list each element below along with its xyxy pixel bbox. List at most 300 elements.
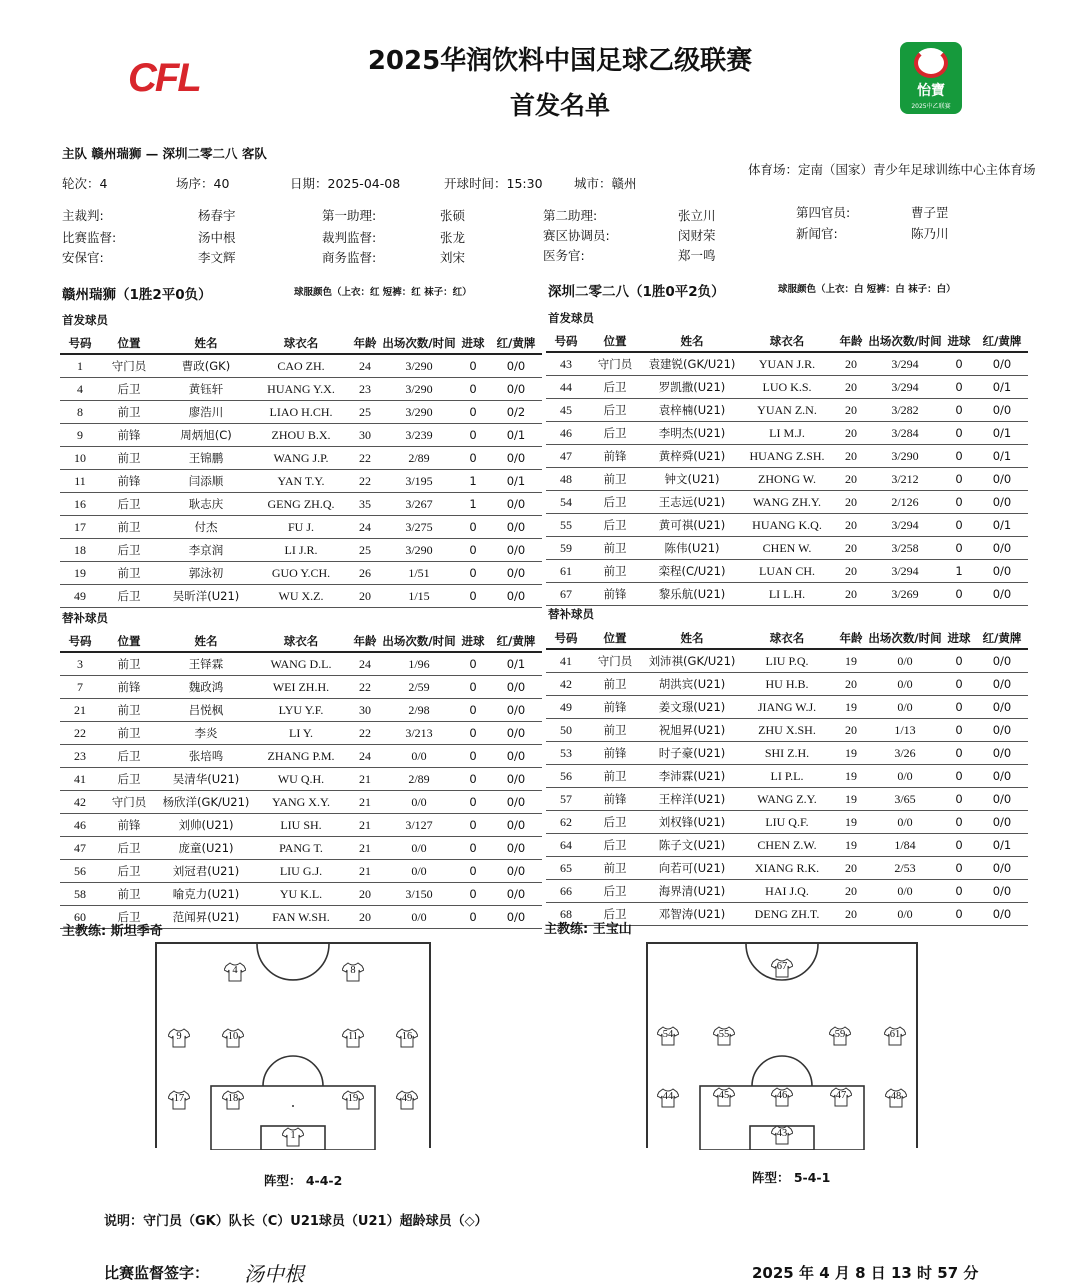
table-cell: 20 xyxy=(834,514,868,537)
table-cell: 0/0 xyxy=(976,696,1028,719)
table-cell: 2/89 xyxy=(382,447,456,470)
table-cell: 0/0 xyxy=(976,880,1028,903)
table-cell: 0/0 xyxy=(976,903,1028,926)
table-cell: 0 xyxy=(456,676,490,699)
jersey-number: 4 xyxy=(232,965,238,976)
table-cell: 后卫 xyxy=(586,903,644,926)
table-cell: LIU Q.F. xyxy=(740,811,834,834)
table-cell: 前卫 xyxy=(100,447,158,470)
jersey-icon xyxy=(282,1127,304,1147)
table-cell: 黄钰轩 xyxy=(158,378,254,401)
table-cell: 前卫 xyxy=(586,857,644,880)
column-header: 红/黄牌 xyxy=(982,630,1022,645)
table-cell: LIU P.Q. xyxy=(740,649,834,673)
table-row xyxy=(60,562,542,585)
jersey-icon xyxy=(168,1090,190,1110)
table-cell: 0 xyxy=(456,745,490,768)
city: 城市：赣州 xyxy=(574,176,637,191)
table-cell: 0/0 xyxy=(868,903,942,926)
table-cell: 前锋 xyxy=(586,696,644,719)
table-cell: 后卫 xyxy=(586,491,644,514)
table-cell: 后卫 xyxy=(586,422,644,445)
table-cell: 9 xyxy=(60,424,100,447)
table-cell: 22 xyxy=(348,470,382,493)
table-row xyxy=(60,768,542,791)
table-cell: 前锋 xyxy=(586,788,644,811)
column-header: 出场次数/时间 xyxy=(868,630,942,645)
column-header: 位置 xyxy=(603,333,627,348)
table-cell: 黎乐航(U21) xyxy=(644,583,740,606)
table-cell: 0 xyxy=(942,583,976,606)
table-cell: 0/0 xyxy=(868,673,942,696)
table-cell: 3/239 xyxy=(382,424,456,447)
table-cell: LIAO H.CH. xyxy=(254,401,348,424)
table-cell: 3/294 xyxy=(868,352,942,376)
table-cell: 前卫 xyxy=(586,719,644,742)
table-cell: LI P.L. xyxy=(740,765,834,788)
table-cell: YUAN Z.N. xyxy=(740,399,834,422)
table-cell: 0/0 xyxy=(490,745,542,768)
table-cell: 20 xyxy=(834,719,868,742)
table-cell: 47 xyxy=(60,837,100,860)
table-cell: 24 xyxy=(348,354,382,378)
table-cell: 20 xyxy=(834,903,868,926)
table-cell: 3/267 xyxy=(382,493,456,516)
table-cell: 7 xyxy=(60,676,100,699)
table-cell: 0 xyxy=(456,814,490,837)
table-cell: 0 xyxy=(456,354,490,378)
table-row xyxy=(546,673,1028,696)
column-header: 出场次数/时间 xyxy=(382,335,456,350)
table-row xyxy=(60,493,542,516)
table-cell: 0/1 xyxy=(490,470,542,493)
table-cell: 48 xyxy=(546,468,586,491)
table-cell: 20 xyxy=(834,583,868,606)
column-header: 年龄 xyxy=(353,335,377,350)
table-cell: 20 xyxy=(834,560,868,583)
jersey-number: 49 xyxy=(401,1093,413,1104)
table-row xyxy=(546,765,1028,788)
table-cell: 0/0 xyxy=(490,676,542,699)
jersey-icon xyxy=(771,958,793,978)
table-row xyxy=(546,719,1028,742)
table-cell: WEI ZH.H. xyxy=(254,676,348,699)
table-row xyxy=(546,857,1028,880)
table-row xyxy=(546,422,1028,445)
table-cell: 24 xyxy=(348,516,382,539)
jersey-number: 61 xyxy=(889,1029,901,1040)
table-cell: 19 xyxy=(60,562,100,585)
table-cell: 3/294 xyxy=(868,560,942,583)
table-cell: 0/0 xyxy=(490,562,542,585)
table-cell: 0/0 xyxy=(868,696,942,719)
official-value: 杨春宇 xyxy=(198,208,236,223)
table-cell: ZHU X.SH. xyxy=(740,719,834,742)
table-cell: 前卫 xyxy=(586,537,644,560)
table-cell: 0 xyxy=(456,791,490,814)
table-row xyxy=(60,401,542,424)
table-row xyxy=(546,742,1028,765)
table-cell: 后卫 xyxy=(586,376,644,399)
jersey-icon xyxy=(342,1028,364,1048)
table-cell: 1/96 xyxy=(382,652,456,676)
home-subs-table xyxy=(60,630,542,929)
table-cell: 向若可(U21) xyxy=(644,857,740,880)
table-cell: 3/127 xyxy=(382,814,456,837)
column-header: 红/黄牌 xyxy=(496,633,536,648)
table-cell: 0/0 xyxy=(382,745,456,768)
official-label: 医务官: xyxy=(543,248,585,263)
table-row xyxy=(546,788,1028,811)
jersey-icon xyxy=(713,1087,735,1107)
table-cell: 19 xyxy=(834,811,868,834)
table-row xyxy=(60,699,542,722)
table-cell: JIANG W.J. xyxy=(740,696,834,719)
table-cell: 0/0 xyxy=(490,354,542,378)
table-cell: 后卫 xyxy=(100,493,158,516)
table-cell: 21 xyxy=(348,791,382,814)
table-cell: LIU G.J. xyxy=(254,860,348,883)
match-date: 日期：2025-04-08 xyxy=(290,176,401,191)
away-team-name: 深圳二零二八（1胜0平2负） xyxy=(548,284,725,300)
table-row xyxy=(60,791,542,814)
table-cell: 55 xyxy=(546,514,586,537)
table-cell: 21 xyxy=(60,699,100,722)
table-cell: 0 xyxy=(942,491,976,514)
table-cell: 3/294 xyxy=(868,514,942,537)
table-cell: 前锋 xyxy=(100,470,158,493)
table-cell: 0/0 xyxy=(490,585,542,608)
table-row xyxy=(546,583,1028,606)
table-cell: 0 xyxy=(942,903,976,926)
column-header: 球衣名 xyxy=(283,633,319,648)
table-cell: 魏政鸿 xyxy=(158,676,254,699)
table-cell: 0 xyxy=(456,424,490,447)
away-starters-table xyxy=(546,330,1028,606)
official-label: 比赛监督: xyxy=(62,230,117,245)
table-cell: 刘帅(U21) xyxy=(158,814,254,837)
table-cell: 0 xyxy=(942,352,976,376)
jersey-icon xyxy=(771,1125,793,1145)
table-cell: 后卫 xyxy=(586,514,644,537)
column-header: 红/黄牌 xyxy=(982,333,1022,348)
table-cell: 0/0 xyxy=(976,673,1028,696)
table-cell: 0/2 xyxy=(490,401,542,424)
jersey-icon xyxy=(224,962,246,982)
table-cell: 0 xyxy=(456,539,490,562)
table-cell: 0/0 xyxy=(490,768,542,791)
table-cell: 0/0 xyxy=(382,791,456,814)
away-starters-label: 首发球员 xyxy=(548,311,594,325)
table-cell: 0/0 xyxy=(976,811,1028,834)
table-cell: FAN W.SH. xyxy=(254,906,348,929)
table-cell: 20 xyxy=(834,422,868,445)
table-cell: 2/89 xyxy=(382,768,456,791)
jersey-icon xyxy=(713,1026,735,1046)
table-cell: 24 xyxy=(348,652,382,676)
table-cell: 前锋 xyxy=(586,583,644,606)
home-subs-label: 替补球员 xyxy=(62,611,108,625)
jersey-number: 59 xyxy=(834,1029,846,1040)
table-cell: 吴昕洋(U21) xyxy=(158,585,254,608)
official-label: 主裁判: xyxy=(62,208,104,223)
table-cell: 陈伟(U21) xyxy=(644,537,740,560)
table-cell: 56 xyxy=(60,860,100,883)
table-cell: 0/0 xyxy=(382,860,456,883)
table-cell: XIANG R.K. xyxy=(740,857,834,880)
table-cell: 0/0 xyxy=(868,811,942,834)
table-header-row xyxy=(546,330,1028,352)
table-cell: 守门员 xyxy=(100,354,158,378)
table-cell: 0 xyxy=(942,537,976,560)
table-cell: 曹政(GK) xyxy=(158,354,254,378)
table-cell: 范闻昇(U21) xyxy=(158,906,254,929)
column-header: 位置 xyxy=(603,630,627,645)
table-cell: 0/1 xyxy=(490,652,542,676)
away-kit-colors: 球服颜色（上衣：白 短裤：白 袜子：白） xyxy=(778,284,956,295)
table-cell: 42 xyxy=(546,673,586,696)
table-cell: 0 xyxy=(942,880,976,903)
table-cell: 18 xyxy=(60,539,100,562)
jersey-number: 48 xyxy=(890,1091,902,1102)
table-cell: 钟文(U21) xyxy=(644,468,740,491)
table-cell: 0/0 xyxy=(976,352,1028,376)
table-row xyxy=(546,811,1028,834)
table-cell: 66 xyxy=(546,880,586,903)
table-cell: 3 xyxy=(60,652,100,676)
table-cell: 22 xyxy=(348,676,382,699)
table-cell: 袁建锐(GK/U21) xyxy=(644,352,740,376)
table-cell: 61 xyxy=(546,560,586,583)
official-value: 张硕 xyxy=(440,208,466,223)
table-cell: 守门员 xyxy=(586,649,644,673)
table-cell: 0/1 xyxy=(976,834,1028,857)
table-cell: 0/0 xyxy=(976,857,1028,880)
table-cell: 21 xyxy=(348,768,382,791)
table-row xyxy=(60,424,542,447)
table-cell: 21 xyxy=(348,837,382,860)
table-cell: 3/213 xyxy=(382,722,456,745)
column-header: 号码 xyxy=(68,633,92,648)
column-header: 姓名 xyxy=(194,633,218,648)
table-cell: 0 xyxy=(456,447,490,470)
sign-timestamp: 2025 年 4 月 8 日 13 时 57 分 xyxy=(752,1264,979,1282)
jersey-number: 43 xyxy=(776,1128,788,1139)
table-cell: 0/0 xyxy=(382,906,456,929)
table-cell: 20 xyxy=(834,445,868,468)
jersey-icon xyxy=(222,1090,244,1110)
table-cell: 吴清华(U21) xyxy=(158,768,254,791)
column-header: 年龄 xyxy=(353,633,377,648)
column-header: 出场次数/时间 xyxy=(868,333,942,348)
table-cell: HU H.B. xyxy=(740,673,834,696)
jersey-icon xyxy=(657,1026,679,1046)
table-cell: 3/290 xyxy=(382,378,456,401)
table-cell: 0/0 xyxy=(976,399,1028,422)
table-cell: 0/0 xyxy=(490,722,542,745)
table-cell: 22 xyxy=(348,447,382,470)
table-cell: LUO K.S. xyxy=(740,376,834,399)
table-cell: 2/126 xyxy=(868,491,942,514)
table-cell: LI L.H. xyxy=(740,583,834,606)
venue-value: 定南（国家）青少年足球训练中心主体育场 xyxy=(798,162,1036,177)
table-cell: 王梓洋(U21) xyxy=(644,788,740,811)
table-header-row xyxy=(60,332,542,354)
cfl-logo: CFL xyxy=(128,56,200,100)
table-cell: 20 xyxy=(834,491,868,514)
jersey-icon xyxy=(342,962,364,982)
table-cell: 30 xyxy=(348,699,382,722)
table-cell: CAO ZH. xyxy=(254,354,348,378)
official-label: 第一助理: xyxy=(322,208,377,223)
table-cell: FU J. xyxy=(254,516,348,539)
table-cell: 前卫 xyxy=(586,560,644,583)
table-cell: 后卫 xyxy=(100,768,158,791)
official-value: 曹子罡 xyxy=(911,205,949,220)
table-cell: 0 xyxy=(942,765,976,788)
table-cell: 20 xyxy=(834,673,868,696)
table-cell: 0 xyxy=(942,696,976,719)
table-cell: 0 xyxy=(456,722,490,745)
table-cell: LI J.R. xyxy=(254,539,348,562)
table-cell: LYU Y.F. xyxy=(254,699,348,722)
table-row xyxy=(546,880,1028,903)
table-cell: 0 xyxy=(942,514,976,537)
table-cell: 3/290 xyxy=(382,539,456,562)
table-cell: 21 xyxy=(348,814,382,837)
table-cell: 袁梓楠(U21) xyxy=(644,399,740,422)
official-label: 裁判监督: xyxy=(322,230,377,245)
table-cell: 0/0 xyxy=(976,649,1028,673)
kickoff-time: 开球时间：15:30 xyxy=(444,176,543,191)
table-cell: 0 xyxy=(456,652,490,676)
table-cell: 45 xyxy=(546,399,586,422)
table-cell: 3/290 xyxy=(382,401,456,424)
table-cell: 0/0 xyxy=(490,906,542,929)
round: 轮次：4 xyxy=(62,176,108,191)
page-subtitle: 首发名单 xyxy=(509,91,610,120)
table-cell: HAI J.Q. xyxy=(740,880,834,903)
table-cell: YANG X.Y. xyxy=(254,791,348,814)
table-row xyxy=(546,491,1028,514)
table-cell: 3/65 xyxy=(868,788,942,811)
home-formation: 阵型： 4-4-2 xyxy=(264,1173,343,1188)
table-cell: 李京润 xyxy=(158,539,254,562)
table-cell: 耿志庆 xyxy=(158,493,254,516)
table-row xyxy=(546,445,1028,468)
column-header: 进球 xyxy=(947,630,971,645)
table-cell: 王铎霖 xyxy=(158,652,254,676)
table-cell: 0/0 xyxy=(868,649,942,673)
column-header: 球衣名 xyxy=(769,333,805,348)
table-cell: CHEN Z.W. xyxy=(740,834,834,857)
table-cell: CHEN W. xyxy=(740,537,834,560)
table-row xyxy=(60,814,542,837)
jersey-number: 17 xyxy=(173,1093,185,1104)
jersey-icon xyxy=(396,1028,418,1048)
sponsor-sub: 2025中乙联赛 xyxy=(911,103,951,110)
table-cell: 王志远(U21) xyxy=(644,491,740,514)
table-cell: 前卫 xyxy=(586,765,644,788)
table-cell: PANG T. xyxy=(254,837,348,860)
sponsor-name: 怡寶 xyxy=(917,83,945,99)
table-cell: 0 xyxy=(942,742,976,765)
table-cell: 0 xyxy=(942,719,976,742)
table-row xyxy=(60,883,542,906)
away-subs-table xyxy=(546,627,1028,926)
table-cell: 0/0 xyxy=(868,765,942,788)
table-cell: 前卫 xyxy=(586,673,644,696)
legend-note: 说明：守门员（GK）队长（C）U21球员（U21）超龄球员（◇） xyxy=(104,1214,488,1229)
table-cell: 张培鸣 xyxy=(158,745,254,768)
table-cell: 姜文璟(U21) xyxy=(644,696,740,719)
table-cell: 0 xyxy=(942,788,976,811)
table-cell: 0 xyxy=(456,378,490,401)
table-cell: 陈子文(U21) xyxy=(644,834,740,857)
signature-label: 比赛监督签字： xyxy=(104,1264,210,1282)
table-header-row xyxy=(60,630,542,652)
table-cell: 49 xyxy=(60,585,100,608)
table-cell: 3/269 xyxy=(868,583,942,606)
table-cell: 杨欣洋(GK/U21) xyxy=(158,791,254,814)
table-cell: 20 xyxy=(834,399,868,422)
away-coach: 主教练: 王宝山 xyxy=(544,922,632,937)
table-cell: 0/0 xyxy=(868,880,942,903)
column-header: 出场次数/时间 xyxy=(382,633,456,648)
sponsor-logo xyxy=(900,42,962,114)
table-cell: 0/0 xyxy=(976,742,1028,765)
table-cell: 67 xyxy=(546,583,586,606)
table-cell: YUAN J.R. xyxy=(740,352,834,376)
official-value: 张立川 xyxy=(678,208,716,223)
table-cell: 20 xyxy=(348,906,382,929)
table-cell: 0 xyxy=(942,468,976,491)
table-row xyxy=(60,378,542,401)
table-row xyxy=(546,352,1028,376)
official-label: 赛区协调员: xyxy=(543,228,610,243)
table-cell: 25 xyxy=(348,539,382,562)
table-cell: 1/84 xyxy=(868,834,942,857)
jersey-number: 55 xyxy=(718,1029,730,1040)
table-cell: 56 xyxy=(546,765,586,788)
table-cell: 3/195 xyxy=(382,470,456,493)
home-pitch xyxy=(155,942,431,1148)
home-team-name: 赣州瑞狮（1胜2平0负） xyxy=(62,287,212,303)
table-cell: 前卫 xyxy=(100,883,158,906)
table-cell: 后卫 xyxy=(586,880,644,903)
table-cell: 0 xyxy=(942,834,976,857)
table-cell: 后卫 xyxy=(586,811,644,834)
jersey-number: 11 xyxy=(347,1031,359,1042)
table-cell: 47 xyxy=(546,445,586,468)
table-cell: 前锋 xyxy=(100,424,158,447)
table-cell: 黄梓舜(U21) xyxy=(644,445,740,468)
table-row xyxy=(60,722,542,745)
official-label: 第四官员: xyxy=(796,205,851,220)
column-header: 红/黄牌 xyxy=(496,335,536,350)
table-cell: 2/53 xyxy=(868,857,942,880)
home-kit-colors: 球服颜色（上衣：红 短裤：红 袜子：红） xyxy=(294,287,472,298)
table-cell: 0/0 xyxy=(490,539,542,562)
table-cell: WU X.Z. xyxy=(254,585,348,608)
table-cell: 前锋 xyxy=(100,676,158,699)
table-cell: 0/0 xyxy=(976,583,1028,606)
table-cell: 李明杰(U21) xyxy=(644,422,740,445)
jersey-number: 10 xyxy=(227,1031,239,1042)
table-cell: 0/0 xyxy=(490,699,542,722)
table-cell: 0/0 xyxy=(490,447,542,470)
table-cell: 0/0 xyxy=(976,491,1028,514)
